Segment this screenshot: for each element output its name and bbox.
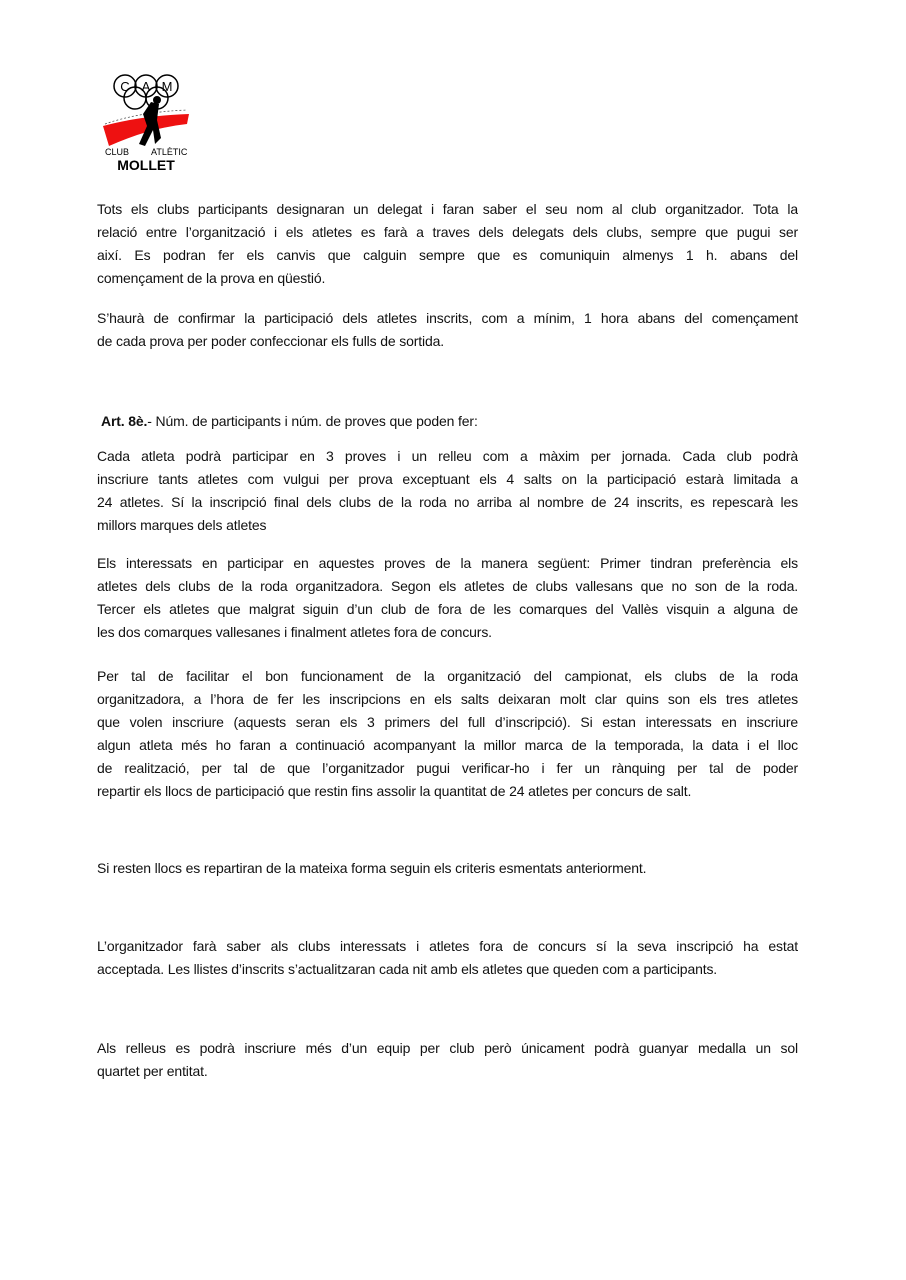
text-line: començament de la prova en qüestió. — [97, 270, 326, 286]
svg-text:A: A — [141, 79, 151, 94]
text-line: millors marques dels atletes — [97, 517, 267, 533]
paragraph-delegates — [97, 198, 798, 290]
paragraph-relays — [97, 1037, 798, 1083]
svg-text:CLUB: CLUB — [105, 147, 130, 157]
text-line: així. Es podran fer els canvis que calguin sempre que es comuniquin almenys 1 h. abans del — [97, 247, 798, 263]
text-line: Tots els clubs participants designaran un delegat i faran saber el seu nom al club organitzador. Tota la — [97, 201, 798, 217]
text-line: quartet per entitat. — [97, 1063, 208, 1079]
svg-text:MOLLET: MOLLET — [117, 157, 175, 173]
svg-text:ATLÈTIC: ATLÈTIC — [151, 147, 188, 157]
article-title: - Núm. de participants i núm. de proves que poden fer: — [147, 413, 478, 429]
article-heading — [101, 410, 802, 433]
text-line: atletes dels clubs de la roda organitzadora. Segon els atletes de clubs vallesans que no son de la roda. — [97, 578, 798, 594]
paragraph-jumps — [97, 665, 798, 803]
paragraph-acceptance — [97, 935, 798, 981]
text-line: Als relleus es podrà inscriure més d’un equip per club però únicament podrà guanyar medalla un sol — [97, 1040, 798, 1056]
text-line: que volen inscriure (aquests seran els 3 primers del full d’inscripció). Si estan interessats en inscriure — [97, 714, 798, 730]
text-line: de realització, per tal de que l’organitzador pugui verificar-ho i fer un rànquing per tal de poder — [97, 760, 798, 776]
text-line: algun atleta més ho faran a continuació acompanyant la millor marca de la temporada, la data i el lloc — [97, 737, 798, 753]
text-line: 24 atletes. Sí la inscripció final dels clubs de la roda no arriba al nombre de 24 inscrits, es repescarà les — [97, 494, 798, 510]
svg-text:C: C — [120, 79, 130, 94]
article-number: Art. 8è. — [101, 413, 148, 429]
svg-text:M: M — [161, 79, 173, 94]
text-line: organitzadora, a l’hora de fer les inscripcions en els salts deixaran molt clar quins son els tres atletes — [97, 691, 798, 707]
text-line: les dos comarques vallesanes i finalment atletes fora de concurs. — [97, 624, 492, 640]
text-line: Els interessats en participar en aquestes proves de la manera següent: Primer tindran preferència els — [97, 555, 798, 571]
text-line: L’organitzador farà saber als clubs interessats i atletes fora de concurs sí la seva inscripció ha estat — [97, 938, 798, 954]
text-line: Cada atleta podrà participar en 3 proves i un relleu com a màxim per jornada. Cada club podrà — [97, 448, 798, 464]
paragraph-remaining — [97, 857, 798, 880]
text-line: Si resten llocs es repartiran de la mateixa forma seguin els criteris esmentats anteriorment. — [97, 860, 647, 876]
paragraph-participation — [97, 445, 798, 537]
text-line: S’haurà de confirmar la participació dels atletes inscrits, com a mínim, 1 hora abans del començament — [97, 310, 798, 326]
text-line: relació entre l’organització i els atletes es farà a traves dels delegats dels clubs, sempre que pugui ser — [97, 224, 798, 240]
text-line: de cada prova per poder confeccionar els fulls de sortida. — [97, 333, 444, 349]
club-logo — [99, 54, 193, 177]
text-line: acceptada. Les llistes d’inscrits s’actualitzaran cada nit amb els atletes que queden com a participants. — [97, 961, 718, 977]
text-line: Per tal de facilitar el bon funcionament de la organització del campionat, els clubs de la roda — [97, 668, 798, 684]
text-line: repartir els llocs de participació que restin fins assolir la quantitat de 24 atletes per concurs de salt. — [97, 783, 692, 799]
text-line: inscriure tants atletes com vulgui per prova exceptuant els 4 salts on la participació estarà limitada a — [97, 471, 798, 487]
paragraph-preference — [97, 552, 798, 644]
paragraph-confirmation — [97, 307, 798, 353]
text-line: Tercer els atletes que malgrat siguin d’un club de fora de les comarques del Vallès visquin a alguna de — [97, 601, 798, 617]
